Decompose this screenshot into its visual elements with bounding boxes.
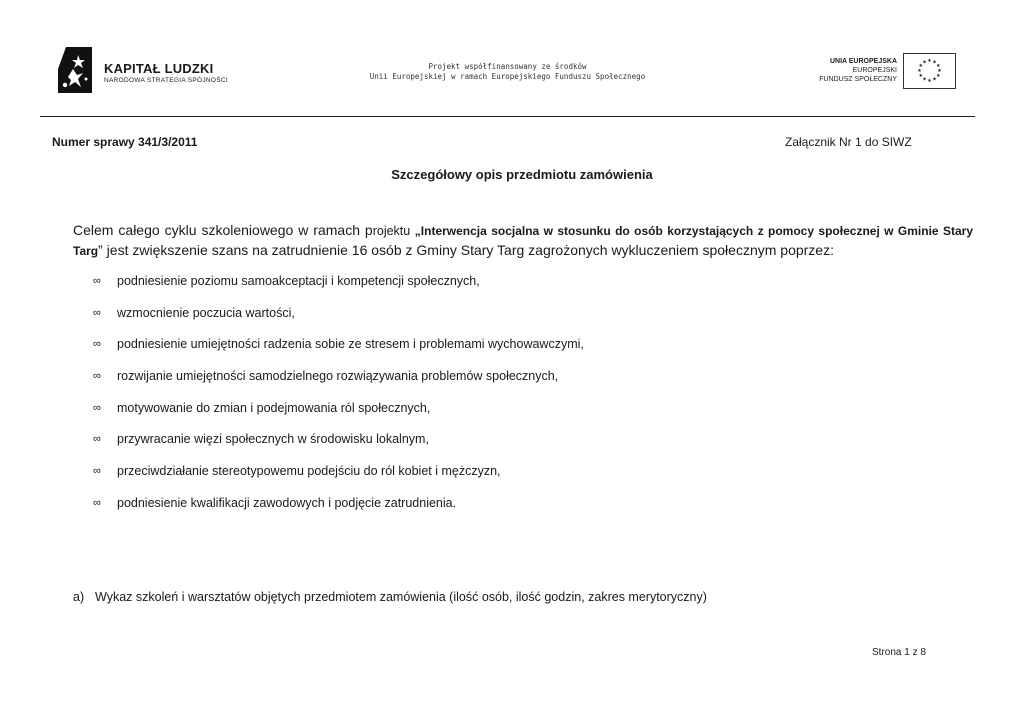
intro-part-3: ” jest zwiększenie szans na zatrudnienie 16 osób z Gminy Stary Targ zagrożonych wykluczeniem społecznym poprzez: <box>98 242 834 258</box>
svg-text:★: ★ <box>932 59 937 66</box>
svg-text:★: ★ <box>935 63 941 69</box>
svg-text:★: ★ <box>932 76 937 83</box>
list-item-text: rozwijanie umiejętności samodzielnego rozwiązywania problemów społecznych, <box>117 369 559 384</box>
list-item <box>93 464 793 496</box>
funding-line-2: Unii Europejskiej w ramach Europejskiego Funduszu Społecznego <box>369 71 646 81</box>
eu-flag-icon <box>903 53 956 89</box>
case-number: Numer sprawy 341/3/2011 <box>52 135 198 149</box>
kapital-ludzki-logo <box>58 47 228 95</box>
svg-text:★: ★ <box>917 68 922 74</box>
list-item-text: motywowanie do zmian i podejmowania ról społecznych, <box>117 400 431 415</box>
logo-subtitle: NARODOWA STRATEGIA SPÓJNOŚCI <box>104 77 228 84</box>
annex-label: Załącznik Nr 1 do SIWZ <box>785 135 912 149</box>
svg-text:★: ★ <box>927 78 932 84</box>
infinity-bullet-icon: ∞ <box>93 433 101 446</box>
list-item <box>93 432 793 464</box>
funding-note <box>330 62 685 81</box>
list-item-text: wzmocnienie poczucia wartości, <box>117 305 295 320</box>
list-item-text: podniesienie poziomu samoakceptacji i kompetencji społecznych, <box>117 274 480 288</box>
infinity-bullet-icon: ∞ <box>93 306 101 319</box>
infinity-bullet-icon: ∞ <box>93 496 101 509</box>
funding-line-1: Projekt współfinansowany ze środków <box>428 62 587 71</box>
list-item-text: przywracanie więzi społecznych w środowisku lokalnym, <box>117 432 429 447</box>
eu-line-1: UNIA EUROPEJSKA <box>829 58 897 65</box>
infinity-bullet-icon: ∞ <box>93 275 101 287</box>
list-item <box>93 337 793 369</box>
list-item <box>93 274 793 306</box>
list-item <box>93 369 793 401</box>
svg-text:★: ★ <box>937 68 942 74</box>
eu-fund-text <box>790 57 897 84</box>
infinity-bullet-icon: ∞ <box>93 370 101 383</box>
svg-text:★: ★ <box>922 59 927 66</box>
svg-text:★: ★ <box>918 73 924 79</box>
list-item-text: podniesienie umiejętności radzenia sobie ze stresem i problemami wychowawczymi, <box>117 337 584 352</box>
objectives-list <box>93 274 793 528</box>
eu-line-3: FUNDUSZ SPOŁECZNY <box>819 76 897 83</box>
page-number: Strona 1 z 8 <box>872 647 926 658</box>
document-title: Szczegółowy opis przedmiotu zamówienia <box>391 167 653 182</box>
infinity-bullet-icon: ∞ <box>93 401 101 414</box>
section-a-heading <box>73 590 707 604</box>
logo-title: KAPITAŁ LUDZKI <box>104 61 214 76</box>
infinity-bullet-icon: ∞ <box>93 338 101 351</box>
svg-text:★: ★ <box>935 73 941 79</box>
intro-paragraph <box>73 221 973 261</box>
svg-text:★: ★ <box>918 63 924 69</box>
list-item-text: podniesienie kwalifikacji zawodowych i podjęcie zatrudnienia. <box>117 495 457 510</box>
project-name: „Interwencja socjalna w stosunku do osób korzystających z pomocy społecznej w Gminie Stary Targ <box>73 224 973 258</box>
svg-text:★: ★ <box>922 76 927 83</box>
list-item <box>93 306 793 338</box>
header-divider <box>40 116 975 117</box>
list-item <box>93 401 793 433</box>
svg-text:★: ★ <box>927 58 932 64</box>
infinity-bullet-icon: ∞ <box>93 465 101 478</box>
section-a-text: Wykaz szkoleń i warsztatów objętych przedmiotem zamówienia (ilość osób, ilość godzin, zakres merytoryczny) <box>95 590 707 604</box>
section-a-marker: a) <box>73 590 85 604</box>
intro-part-1: Celem całego cyklu szkoleniowego w ramach p <box>73 222 373 238</box>
intro-part-2: rojektu <box>372 224 415 238</box>
list-item <box>93 496 793 528</box>
kapital-ludzki-emblem-icon <box>58 47 92 93</box>
eu-stars-icon <box>904 54 955 88</box>
list-item-text: przeciwdziałanie stereotypowemu podejściu do ról kobiet i mężczyzn, <box>117 464 501 479</box>
eu-line-2: EUROPEJSKI <box>852 67 897 74</box>
